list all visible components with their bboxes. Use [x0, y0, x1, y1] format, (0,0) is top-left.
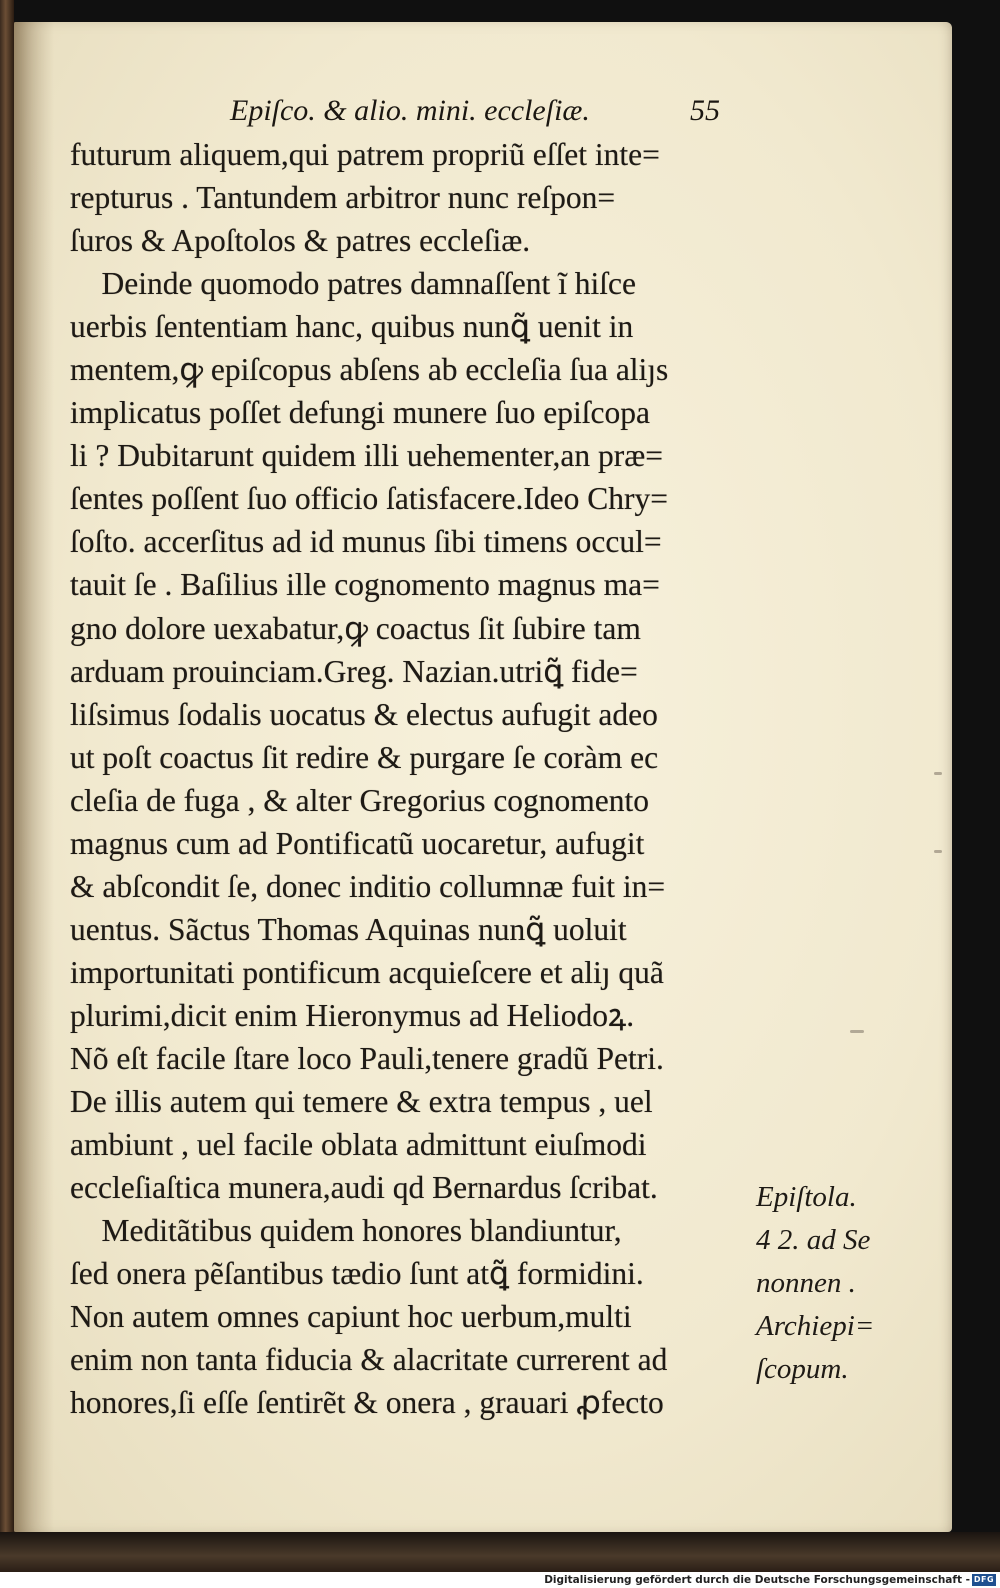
margin-mark [850, 1030, 864, 1033]
text-line: ſuros & Apoſtolos & patres eccleſiæ. [70, 223, 531, 259]
margin-mark [934, 850, 942, 853]
text-line: Deinde quomodo patres damnaſſent ĩ hiſce [70, 266, 636, 302]
text-line: enim non tanta fiducia & alacritate currerent ad [70, 1342, 668, 1378]
text-line: ambiunt , uel facile oblata admittunt eiuſmodi [70, 1127, 647, 1163]
text-line: ut poſt coactus ſit redire & purgare ſe coràm ec [70, 739, 659, 775]
text-line: magnus cum ad Pontificatũ uocaretur, aufugit [70, 825, 645, 861]
margin-mark [934, 772, 942, 775]
text-line: & abſcondit ſe, donec inditio collumnæ fuit in= [70, 868, 666, 904]
text-line: honores,ſi eſſe ſentirẽt & onera , grauari ꝓfecto [70, 1385, 664, 1421]
marginal-note-line: ſcopum. [756, 1353, 849, 1386]
footer-credit-text: Digitalisierung gefördert durch die Deutsche Forschungsgemeinschaft - [544, 1574, 970, 1586]
marginal-note-line: Epiſtola. [756, 1181, 857, 1213]
text-line: li ? Dubitarunt quidem illi uehementer,an præ= [70, 438, 663, 474]
text-line: Meditãtibus quidem honores blandiuntur, [70, 1213, 622, 1249]
text-line: importunitati pontificum acquieſcere et aliȷ quã [70, 954, 664, 990]
text-line: Nõ eſt facile ſtare loco Pauli,tenere gradũ Petri. [70, 1040, 664, 1076]
marginal-note-line: 4 2. ad Se [756, 1224, 871, 1257]
text-line: liſsimus ſodalis uocatus & electus aufugit adeo [70, 696, 658, 732]
text-line: De illis autem qui temere & extra tempus , uel [70, 1084, 653, 1120]
text-line: plurimi,dicit enim Hieronymus ad Heliodoꝝ. [70, 997, 635, 1033]
page-number: 55 [690, 94, 720, 127]
text-line: eccleſiaſtica munera,audi qd Bernardus ſcribat. [70, 1170, 658, 1206]
footer-credit-strip [0, 1572, 1000, 1588]
book-binding-edge [0, 0, 14, 1572]
marginal-note-line: Archiepi= [756, 1310, 875, 1343]
text-line: gno dolore uexabatur,ꝙ coactus ſit ſubire tam [70, 610, 641, 646]
gutter-shadow [14, 22, 54, 1532]
text-line: arduam prouinciam.Greg. Nazian.utriꝗ̃ fide= [70, 653, 638, 689]
text-line: uentus. Sãctus Thomas Aquinas nunꝗ̃ uoluit [70, 911, 627, 947]
text-line: ſentes poſſent ſuo officio ſatisfacere.Ideo Chry= [70, 481, 668, 517]
text-line: futurum aliquem,qui patrem propriũ eſſet inte= [70, 137, 660, 172]
text-line: ſed onera pẽſantibus tædio ſunt atꝗ̃ formidini. [70, 1256, 644, 1292]
text-line: cleſia de fuga , & alter Gregorius cognomento [70, 782, 650, 818]
dfg-logo: DFG [973, 1575, 995, 1584]
text-line: Non autem omnes capiunt hoc uerbum,multi [70, 1299, 632, 1335]
text-line: ſoſto. accerſitus ad id munus ſibi timens occul= [70, 524, 662, 560]
main-text-block [70, 133, 760, 1424]
text-line: uerbis ſententiam hanc, quibus nunꝗ̃ uenit in [70, 309, 634, 345]
book-bottom-edge [0, 1532, 1000, 1572]
text-line: mentem,ꝙ epiſcopus abſens ab eccleſia ſua aliȷs [70, 352, 669, 388]
marginal-note-line: nonnen . [756, 1267, 856, 1300]
text-line: implicatus poſſet defungi munere ſuo epiſcopa [70, 395, 650, 431]
text-line: repturus . Tantundem arbitror nunc reſpon= [70, 180, 616, 216]
text-line: tauit ſe . Baſilius ille cognomento magnus ma= [70, 567, 660, 603]
marginal-note [756, 1176, 896, 1391]
running-head: Epiſco. & alio. mini. eccleſiæ. [230, 94, 590, 127]
